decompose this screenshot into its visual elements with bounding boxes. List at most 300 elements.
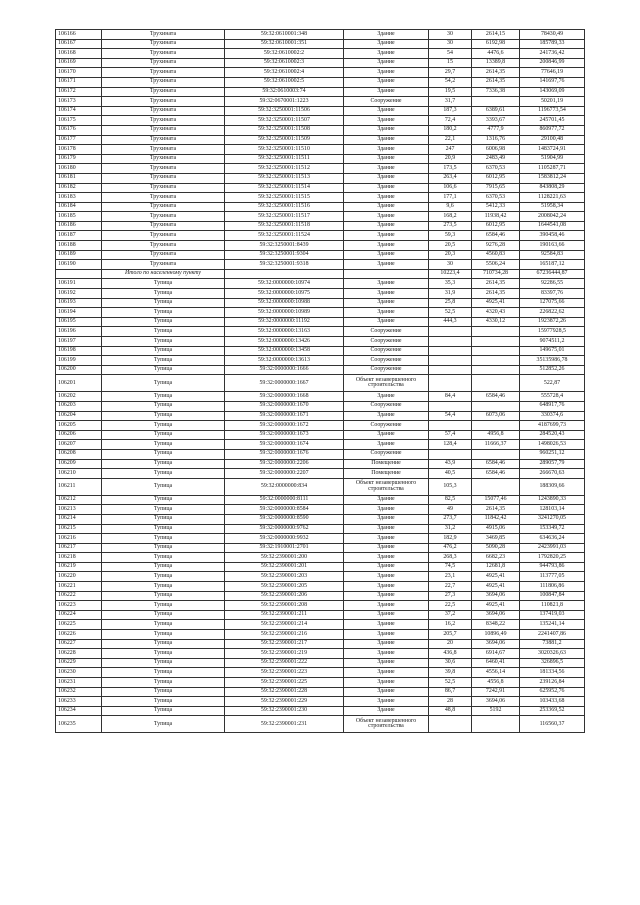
table-row — [56, 543, 585, 553]
object-type-cell: Сооружение — [344, 365, 429, 375]
area-cell: 19,5 — [429, 87, 472, 97]
object-type-cell: Здание — [344, 553, 429, 563]
cadastral-value-cell: 92286,55 — [520, 279, 585, 289]
cadastral-value-cell: 190163,66 — [520, 241, 585, 251]
table-row — [56, 639, 585, 649]
object-type-cell — [344, 269, 429, 279]
cadastral-value-cell: 111806,86 — [520, 582, 585, 592]
record-number-cell: 106210 — [56, 469, 102, 479]
table-row — [56, 106, 585, 116]
cadastral-number-cell: 59:32:0610002:3 — [225, 58, 344, 68]
cadastral-price-cell: 2614,15 — [472, 30, 520, 40]
cadastral-price-cell: 2614,35 — [472, 77, 520, 87]
cadastral-value-cell: 83397,76 — [520, 289, 585, 299]
record-number-cell: 106202 — [56, 392, 102, 402]
object-type-cell: Здание — [344, 317, 429, 327]
cadastral-value-cell: 181334,56 — [520, 668, 585, 678]
object-type-cell: Здание — [344, 87, 429, 97]
cadastral-price-cell — [472, 356, 520, 366]
area-cell: 31,9 — [429, 289, 472, 299]
cadastral-number-cell: 59:32:2390001:214 — [225, 620, 344, 630]
object-type-cell: Здание — [344, 639, 429, 649]
area-cell: 49 — [429, 505, 472, 515]
cadastral-price-cell: 7242,91 — [472, 687, 520, 697]
object-type-cell: Здание — [344, 39, 429, 49]
settlement-name-cell: Тупица — [102, 620, 225, 630]
settlement-name-cell: Трухината — [102, 241, 225, 251]
settlement-name-cell: Тупица — [102, 308, 225, 318]
record-number-cell: 106227 — [56, 639, 102, 649]
cadastral-price-cell: 6006,98 — [472, 145, 520, 155]
object-type-cell: Объект незавершенного строительства — [344, 716, 429, 733]
area-cell: 20,5 — [429, 241, 472, 251]
record-number-cell: 106224 — [56, 610, 102, 620]
cadastral-price-cell: 6370,53 — [472, 164, 520, 174]
table-row — [56, 459, 585, 469]
area-cell: 86,7 — [429, 687, 472, 697]
settlement-name-cell: Тупица — [102, 289, 225, 299]
cadastral-price-cell: 4556,14 — [472, 668, 520, 678]
object-type-cell: Здание — [344, 430, 429, 440]
area-cell: 37,2 — [429, 610, 472, 620]
settlement-name-cell: Тупица — [102, 668, 225, 678]
record-number-cell: 106168 — [56, 49, 102, 59]
cadastral-number-cell: 59:32:2390001:223 — [225, 668, 344, 678]
record-number-cell: 106207 — [56, 440, 102, 450]
area-cell: 128,4 — [429, 440, 472, 450]
cadastral-value-cell: 2423991,03 — [520, 543, 585, 553]
table-row — [56, 202, 585, 212]
cadastral-number-cell: 59:32:0000000:1676 — [225, 449, 344, 459]
settlement-name-cell: Трухината — [102, 183, 225, 193]
record-number-cell: 106176 — [56, 125, 102, 135]
cadastral-value-cell: 1792820,25 — [520, 553, 585, 563]
cadastral-number-cell — [225, 269, 344, 279]
table-row — [56, 356, 585, 366]
record-number-cell: 106190 — [56, 260, 102, 270]
record-number-cell: 106204 — [56, 411, 102, 421]
cadastral-number-cell: 59:32:3250001:11513 — [225, 173, 344, 183]
object-type-cell: Сооружение — [344, 327, 429, 337]
cadastral-price-cell: 4476,6 — [472, 49, 520, 59]
cadastral-price-cell: 15077,46 — [472, 495, 520, 505]
settlement-name-cell: Трухината — [102, 97, 225, 107]
settlement-name-cell: Тупица — [102, 401, 225, 411]
cadastral-value-cell: 50201,19 — [520, 97, 585, 107]
cadastral-number-cell: 59:32:0000000:8590 — [225, 514, 344, 524]
object-type-cell: Здание — [344, 289, 429, 299]
record-number-cell: 106226 — [56, 630, 102, 640]
cadastral-price-cell: 13389,8 — [472, 58, 520, 68]
area-cell: 54 — [429, 49, 472, 59]
cadastral-number-cell: 59:32:2390001:200 — [225, 553, 344, 563]
table-row — [56, 421, 585, 431]
area-cell: 27,3 — [429, 591, 472, 601]
cadastral-number-cell: 59:32:3250001:9318 — [225, 260, 344, 270]
cadastral-value-cell: 555728,4 — [520, 392, 585, 402]
table-row — [56, 154, 585, 164]
table-row — [56, 173, 585, 183]
table-row — [56, 716, 585, 733]
object-type-cell: Здание — [344, 116, 429, 126]
cadastral-price-cell: 4956,8 — [472, 430, 520, 440]
object-type-cell: Здание — [344, 572, 429, 582]
cadastral-number-cell: 59:32:2390001:231 — [225, 716, 344, 733]
object-type-cell: Здание — [344, 440, 429, 450]
cadastral-value-cell: 944793,86 — [520, 562, 585, 572]
cadastral-value-cell: 289057,79 — [520, 459, 585, 469]
record-number-cell: 106201 — [56, 375, 102, 392]
area-cell — [429, 365, 472, 375]
settlement-name-cell: Трухината — [102, 202, 225, 212]
record-number-cell: 106197 — [56, 337, 102, 347]
cadastral-number-cell: 59:32:0000000:10989 — [225, 308, 344, 318]
area-cell: 16,2 — [429, 620, 472, 630]
settlement-name-cell: Тупица — [102, 279, 225, 289]
cadastral-number-cell: 59:32:0610002:2 — [225, 49, 344, 59]
area-cell: 30 — [429, 260, 472, 270]
settlement-name-cell: Трухината — [102, 135, 225, 145]
record-number-cell: 106211 — [56, 478, 102, 495]
table-row — [56, 308, 585, 318]
cadastral-number-cell: 59:32:0000000:9932 — [225, 534, 344, 544]
property-register-table — [55, 29, 585, 733]
settlement-name-cell: Трухината — [102, 87, 225, 97]
object-type-cell: Здание — [344, 534, 429, 544]
object-type-cell: Здание — [344, 193, 429, 203]
cadastral-number-cell: 59:32:3250001:11509 — [225, 135, 344, 145]
cadastral-price-cell: 12681,8 — [472, 562, 520, 572]
cadastral-value-cell: 1483724,91 — [520, 145, 585, 155]
cadastral-number-cell: 59:32:0610001:348 — [225, 30, 344, 40]
cadastral-number-cell: 59:32:2390001:230 — [225, 706, 344, 716]
area-cell: 273,7 — [429, 514, 472, 524]
settlement-name-cell: Тупица — [102, 534, 225, 544]
cadastral-number-cell: 59:32:0000000:1672 — [225, 421, 344, 431]
cadastral-price-cell: 6584,46 — [472, 392, 520, 402]
object-type-cell: Здание — [344, 591, 429, 601]
area-cell: 30 — [429, 39, 472, 49]
cadastral-number-cell: 59:32:0000000:1668 — [225, 392, 344, 402]
table-row — [56, 505, 585, 515]
object-type-cell: Здание — [344, 668, 429, 678]
settlement-name-cell: Тупица — [102, 449, 225, 459]
area-cell: 84,4 — [429, 392, 472, 402]
table-row — [56, 562, 585, 572]
settlement-name-cell: Тупица — [102, 716, 225, 733]
area-cell: 476,2 — [429, 543, 472, 553]
area-cell: 173,5 — [429, 164, 472, 174]
settlement-name-cell: Тупица — [102, 553, 225, 563]
area-cell: 30 — [429, 30, 472, 40]
record-number-cell: 106195 — [56, 317, 102, 327]
settlement-name-cell: Трухината — [102, 193, 225, 203]
table-row — [56, 49, 585, 59]
cadastral-value-cell: 135241,14 — [520, 620, 585, 630]
cadastral-number-cell: 59:32:2390001:201 — [225, 562, 344, 572]
area-cell: 205,7 — [429, 630, 472, 640]
record-number-cell: 106220 — [56, 572, 102, 582]
object-type-cell: Здание — [344, 154, 429, 164]
cadastral-value-cell: 326896,5 — [520, 658, 585, 668]
table-row — [56, 524, 585, 534]
area-cell: 54,4 — [429, 411, 472, 421]
settlement-name-cell: Трухината — [102, 212, 225, 222]
cadastral-number-cell: 59:32:0000000:834 — [225, 478, 344, 495]
cadastral-price-cell: 3694,06 — [472, 610, 520, 620]
cadastral-price-cell: 2614,35 — [472, 68, 520, 78]
record-number-cell: 106188 — [56, 241, 102, 251]
table-row — [56, 97, 585, 107]
object-type-cell: Здание — [344, 145, 429, 155]
area-cell: 39,8 — [429, 668, 472, 678]
record-number-cell: 106175 — [56, 116, 102, 126]
cadastral-value-cell: 860977,72 — [520, 125, 585, 135]
cadastral-price-cell: 6584,46 — [472, 469, 520, 479]
table-row — [56, 250, 585, 260]
area-cell: 52,5 — [429, 308, 472, 318]
settlement-name-cell: Тупица — [102, 562, 225, 572]
settlement-name-cell: Трухината — [102, 250, 225, 260]
cadastral-price-cell: 11938,42 — [472, 212, 520, 222]
area-cell: 52,5 — [429, 678, 472, 688]
cadastral-number-cell: 59:32:0000000:11192 — [225, 317, 344, 327]
object-type-cell: Здание — [344, 260, 429, 270]
cadastral-value-cell: 625952,76 — [520, 687, 585, 697]
cadastral-value-cell: 245701,45 — [520, 116, 585, 126]
settlement-name-cell: Трухината — [102, 145, 225, 155]
cadastral-price-cell — [472, 346, 520, 356]
record-number-cell: 106221 — [56, 582, 102, 592]
record-number-cell: 106228 — [56, 649, 102, 659]
table-row — [56, 231, 585, 241]
object-type-cell: Здание — [344, 250, 429, 260]
settlement-name-cell: Тупица — [102, 524, 225, 534]
cadastral-value-cell: 2241407,86 — [520, 630, 585, 640]
cadastral-price-cell: 11666,37 — [472, 440, 520, 450]
cadastral-number-cell: 59:32:0000000:1673 — [225, 430, 344, 440]
settlement-name-cell: Тупица — [102, 639, 225, 649]
table-row — [56, 687, 585, 697]
object-type-cell: Здание — [344, 125, 429, 135]
cadastral-price-cell: 6370,53 — [472, 193, 520, 203]
settlement-name-cell: Трухината — [102, 154, 225, 164]
settlement-name-cell: Трухината — [102, 49, 225, 59]
cadastral-value-cell: 266670,63 — [520, 469, 585, 479]
settlement-name-cell: Тупица — [102, 495, 225, 505]
cadastral-price-cell: 6584,46 — [472, 459, 520, 469]
record-number-cell: 106183 — [56, 193, 102, 203]
cadastral-value-cell: 241736,42 — [520, 49, 585, 59]
area-cell: 22,5 — [429, 601, 472, 611]
record-number-cell: 106212 — [56, 495, 102, 505]
record-number-cell: 106174 — [56, 106, 102, 116]
settlement-name-cell: Трухината — [102, 164, 225, 174]
cadastral-number-cell: 59:32:3250001:11515 — [225, 193, 344, 203]
cadastral-value-cell: 253369,52 — [520, 706, 585, 716]
settlement-name-cell: Трухината — [102, 106, 225, 116]
area-cell: 74,5 — [429, 562, 472, 572]
cadastral-number-cell: 59:32:0000000:1671 — [225, 411, 344, 421]
cadastral-number-cell: 59:32:3250001:11507 — [225, 116, 344, 126]
cadastral-value-cell: 78430,49 — [520, 30, 585, 40]
settlement-name-cell: Трухината — [102, 58, 225, 68]
cadastral-number-cell: 59:32:0000000:13613 — [225, 356, 344, 366]
area-cell: 15 — [429, 58, 472, 68]
table-row — [56, 39, 585, 49]
record-number-cell: 106167 — [56, 39, 102, 49]
object-type-cell: Здание — [344, 202, 429, 212]
object-type-cell: Здание — [344, 630, 429, 640]
settlement-name-cell: Тупица — [102, 572, 225, 582]
object-type-cell: Сооружение — [344, 449, 429, 459]
object-type-cell: Здание — [344, 231, 429, 241]
settlement-name-cell: Тупица — [102, 591, 225, 601]
table-row — [56, 591, 585, 601]
cadastral-price-cell: 4320,43 — [472, 308, 520, 318]
record-number-cell: 106173 — [56, 97, 102, 107]
object-type-cell: Здание — [344, 183, 429, 193]
cadastral-number-cell: 59:32:3250001:11517 — [225, 212, 344, 222]
record-number-cell: 106182 — [56, 183, 102, 193]
cadastral-value-cell: 1923872,26 — [520, 317, 585, 327]
settlement-name-cell: Тупица — [102, 658, 225, 668]
record-number-cell: 106189 — [56, 250, 102, 260]
cadastral-value-cell: 390458,46 — [520, 231, 585, 241]
cadastral-value-cell: 3020326,63 — [520, 649, 585, 659]
area-cell — [429, 449, 472, 459]
table-row — [56, 582, 585, 592]
cadastral-number-cell: 59:32:2390001:217 — [225, 639, 344, 649]
cadastral-price-cell: 3469,85 — [472, 534, 520, 544]
settlement-name-cell: Тупица — [102, 687, 225, 697]
record-number-cell: 106192 — [56, 289, 102, 299]
cadastral-price-cell: 710734,28 — [472, 269, 520, 279]
area-cell — [429, 401, 472, 411]
cadastral-value-cell: 843808,29 — [520, 183, 585, 193]
cadastral-number-cell: 59:32:3250001:11524 — [225, 231, 344, 241]
cadastral-value-cell: 2008042,24 — [520, 212, 585, 222]
object-type-cell: Здание — [344, 77, 429, 87]
object-type-cell: Здание — [344, 514, 429, 524]
cadastral-value-cell: 185789,33 — [520, 39, 585, 49]
cadastral-number-cell: 59:32:0000000:9762 — [225, 524, 344, 534]
record-number-cell: 106229 — [56, 658, 102, 668]
cadastral-price-cell: 4560,83 — [472, 250, 520, 260]
record-number-cell: 106166 — [56, 30, 102, 40]
area-cell: 105,3 — [429, 478, 472, 495]
area-cell: 268,3 — [429, 553, 472, 563]
cadastral-number-cell: 59:32:2390001:211 — [225, 610, 344, 620]
table-row — [56, 279, 585, 289]
object-type-cell: Здание — [344, 58, 429, 68]
table-row — [56, 620, 585, 630]
settlement-name-cell: Тупица — [102, 514, 225, 524]
cadastral-number-cell: 59:32:3250001:11518 — [225, 221, 344, 231]
record-number-cell: 106225 — [56, 620, 102, 630]
cadastral-value-cell: 1128221,63 — [520, 193, 585, 203]
record-number-cell: 106171 — [56, 77, 102, 87]
record-number-cell: 106230 — [56, 668, 102, 678]
cadastral-price-cell: 1316,76 — [472, 135, 520, 145]
cadastral-number-cell: 59:32:0610003:74 — [225, 87, 344, 97]
area-cell: 31,2 — [429, 524, 472, 534]
settlement-name-cell: Тупица — [102, 392, 225, 402]
cadastral-price-cell: 3694,06 — [472, 697, 520, 707]
settlement-name-cell: Тупица — [102, 469, 225, 479]
record-number-cell: 106209 — [56, 459, 102, 469]
table-row — [56, 145, 585, 155]
area-cell — [429, 346, 472, 356]
cadastral-value-cell: 200846,99 — [520, 58, 585, 68]
area-cell — [429, 337, 472, 347]
object-type-cell: Здание — [344, 697, 429, 707]
object-type-cell: Здание — [344, 601, 429, 611]
area-cell: 168,2 — [429, 212, 472, 222]
area-cell: 59,3 — [429, 231, 472, 241]
object-type-cell: Здание — [344, 212, 429, 222]
cadastral-value-cell: 51904,99 — [520, 154, 585, 164]
object-type-cell: Здание — [344, 505, 429, 515]
cadastral-price-cell: 4777,9 — [472, 125, 520, 135]
area-cell: 72,4 — [429, 116, 472, 126]
area-cell: 444,3 — [429, 317, 472, 327]
cadastral-value-cell: 9074511,2 — [520, 337, 585, 347]
record-number-cell — [56, 269, 102, 279]
object-type-cell: Здание — [344, 706, 429, 716]
cadastral-price-cell: 5090,28 — [472, 543, 520, 553]
cadastral-price-cell: 6584,46 — [472, 231, 520, 241]
object-type-cell: Здание — [344, 392, 429, 402]
cadastral-price-cell: 7915,65 — [472, 183, 520, 193]
cadastral-value-cell: 165187,12 — [520, 260, 585, 270]
record-number-cell: 106178 — [56, 145, 102, 155]
cadastral-value-cell: 143069,09 — [520, 87, 585, 97]
object-type-cell: Здание — [344, 49, 429, 59]
record-number-cell: 106208 — [56, 449, 102, 459]
record-number-cell: 106232 — [56, 687, 102, 697]
cadastral-price-cell: 6914,67 — [472, 649, 520, 659]
object-type-cell: Здание — [344, 610, 429, 620]
cadastral-number-cell: 59:32:2390001:205 — [225, 582, 344, 592]
cadastral-number-cell: 59:32:0610002:5 — [225, 77, 344, 87]
cadastral-number-cell: 59:32:0000000:8111 — [225, 495, 344, 505]
cadastral-number-cell: 59:32:0000000:1667 — [225, 375, 344, 392]
cadastral-value-cell: 1243890,33 — [520, 495, 585, 505]
settlement-name-cell: Трухината — [102, 221, 225, 231]
cadastral-value-cell: 103433,68 — [520, 697, 585, 707]
record-number-cell: 106179 — [56, 154, 102, 164]
record-number-cell: 106206 — [56, 430, 102, 440]
cadastral-price-cell: 4330,12 — [472, 317, 520, 327]
table-row — [56, 449, 585, 459]
cadastral-price-cell: 4556,8 — [472, 678, 520, 688]
record-number-cell: 106198 — [56, 346, 102, 356]
settlement-name-cell: Тупица — [102, 411, 225, 421]
cadastral-value-cell: 648917,76 — [520, 401, 585, 411]
table-row — [56, 375, 585, 392]
cadastral-price-cell: 7336,38 — [472, 87, 520, 97]
cadastral-price-cell: 2614,35 — [472, 279, 520, 289]
table-row — [56, 77, 585, 87]
record-number-cell: 106180 — [56, 164, 102, 174]
record-number-cell: 106234 — [56, 706, 102, 716]
cadastral-value-cell: 1105287,71 — [520, 164, 585, 174]
table-row — [56, 260, 585, 270]
cadastral-number-cell: 59:32:2390001:225 — [225, 678, 344, 688]
cadastral-price-cell: 5412,33 — [472, 202, 520, 212]
area-cell: 54,2 — [429, 77, 472, 87]
